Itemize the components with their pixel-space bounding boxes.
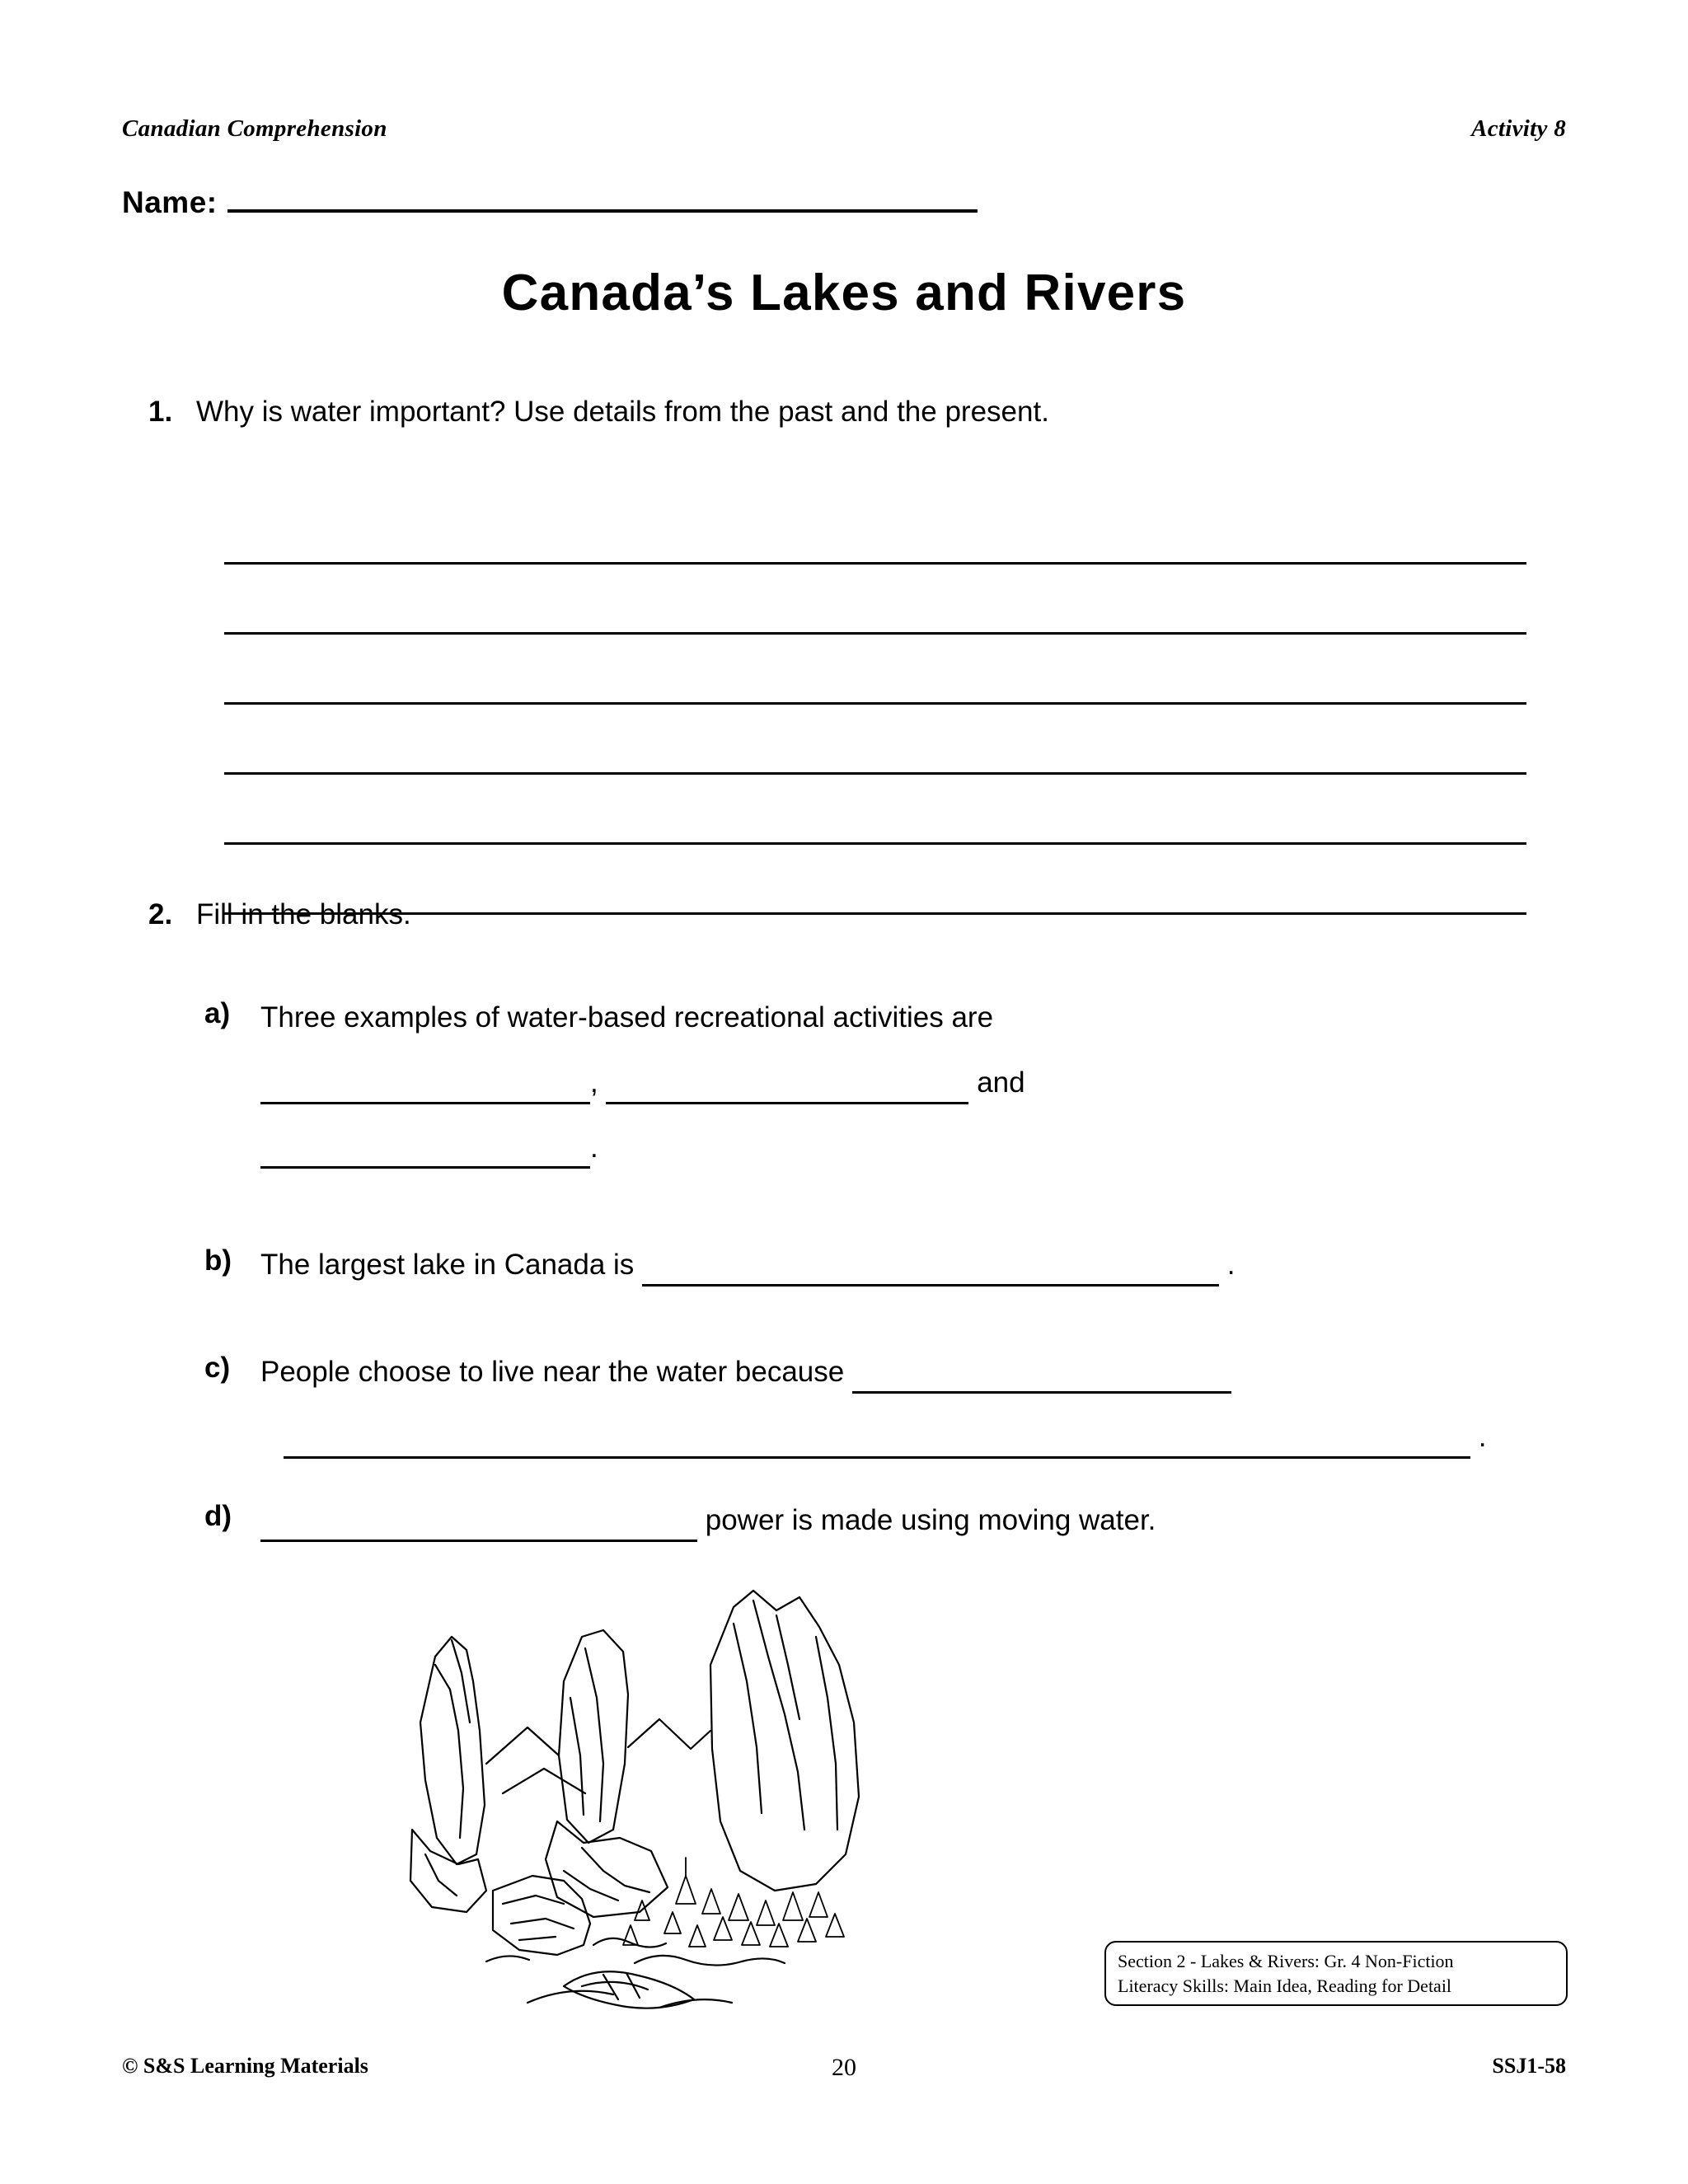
sub-question-c — [204, 1352, 1573, 1459]
name-label: Name: — [122, 185, 218, 219]
answer-line[interactable] — [224, 775, 1526, 845]
question-1-answer-area[interactable] — [224, 494, 1526, 915]
footer-copyright: © S&S Learning Materials — [122, 2054, 368, 2078]
sub-question-b-text: The largest lake in Canada is — [260, 1249, 635, 1281]
page-footer — [122, 2054, 1566, 2079]
blank-a1[interactable] — [260, 1074, 590, 1104]
sub-question-d — [204, 1500, 1573, 1542]
sub-c-period: . — [1478, 1420, 1487, 1453]
question-2 — [148, 898, 411, 931]
question-2-text: Fill in the blanks. — [196, 898, 411, 930]
sub-a-and: and — [977, 1066, 1025, 1099]
sub-a-period: . — [590, 1131, 598, 1164]
canyon-river-landscape-drawing — [387, 1558, 964, 2019]
blank-b1[interactable] — [642, 1256, 1219, 1286]
answer-line[interactable] — [224, 635, 1526, 705]
page-number: 20 — [832, 2054, 856, 2081]
blank-d1[interactable] — [260, 1511, 697, 1542]
sub-question-c-text: People choose to live near the water because — [260, 1356, 845, 1388]
blank-c1[interactable] — [852, 1363, 1231, 1394]
answer-line[interactable] — [224, 494, 1526, 565]
page-header — [122, 115, 1566, 143]
blank-c2[interactable] — [284, 1428, 1470, 1459]
page-title: Canada’s Lakes and Rivers — [501, 265, 1187, 321]
sub-question-d-text: power is made using moving water. — [705, 1504, 1156, 1536]
sub-question-a-text: Three examples of water-based recreational activities are — [260, 1001, 994, 1033]
section-note-line-1: Section 2 - Lakes & Rivers: Gr. 4 Non-Fiction — [1118, 1951, 1454, 1971]
sub-question-b — [204, 1244, 1573, 1286]
sub-question-d-letter: d) — [204, 1500, 232, 1532]
question-2-number: 2. — [148, 898, 173, 930]
sub-b-period: . — [1226, 1249, 1236, 1281]
name-row — [122, 181, 978, 220]
answer-line[interactable] — [224, 565, 1526, 635]
section-note-box — [1104, 1941, 1568, 2006]
header-left-title: Canadian Comprehension — [122, 115, 387, 142]
sub-question-b-letter: b) — [204, 1244, 232, 1277]
answer-line[interactable] — [224, 705, 1526, 775]
answer-line[interactable] — [224, 845, 1526, 915]
name-input-blank[interactable] — [227, 181, 978, 213]
sub-question-a-letter: a) — [204, 997, 231, 1029]
section-note-line-2: Literacy Skills: Main Idea, Reading for Detail — [1118, 1975, 1452, 1996]
question-1-number: 1. — [148, 396, 173, 428]
header-activity-label: Activity 8 — [1471, 115, 1566, 142]
blank-a2[interactable] — [606, 1074, 968, 1104]
sub-question-a — [204, 997, 1573, 1169]
footer-product-code: SSJ1-58 — [1492, 2054, 1566, 2078]
sub-question-c-letter: c) — [204, 1352, 231, 1384]
blank-a3[interactable] — [260, 1138, 590, 1169]
question-1-text: Why is water important? Use details from the past and the present. — [196, 396, 1049, 428]
question-1 — [148, 396, 1573, 429]
sub-a-comma: , — [590, 1066, 598, 1099]
